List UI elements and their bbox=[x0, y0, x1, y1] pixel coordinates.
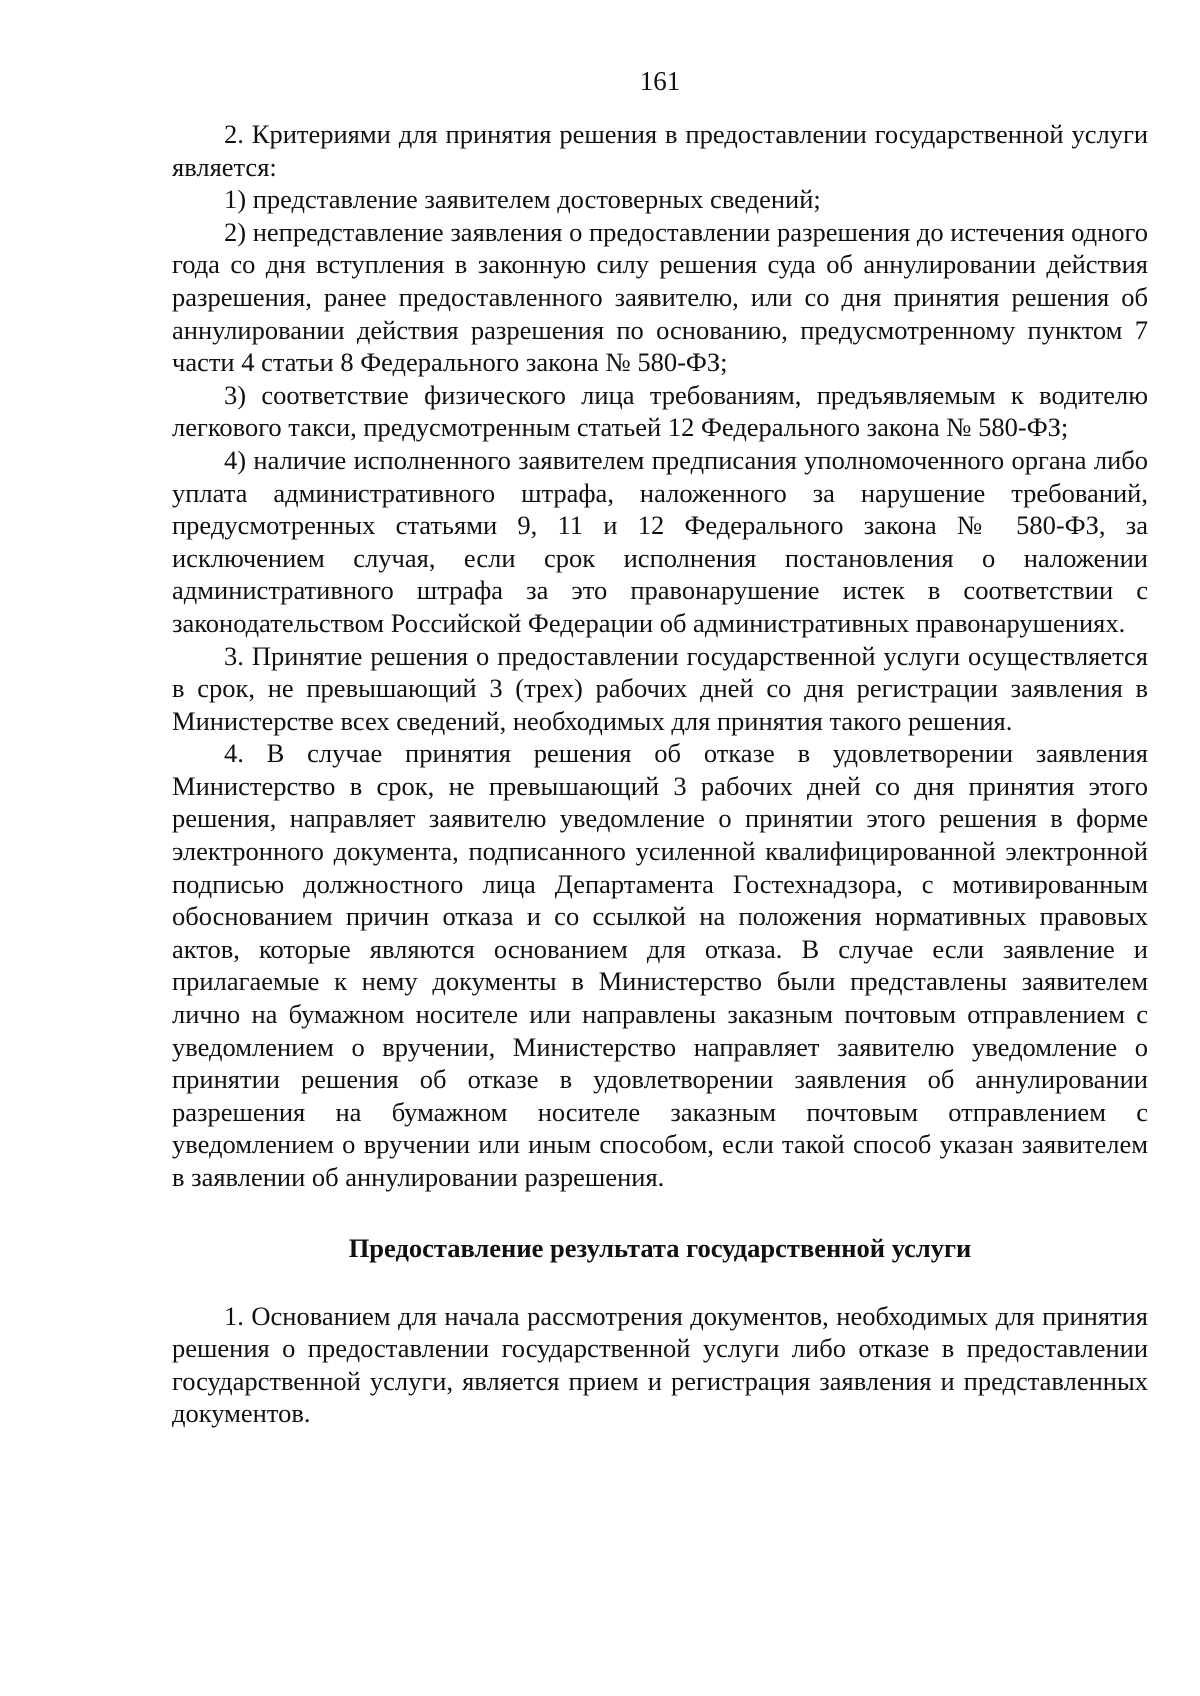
criterion-1-paragraph: 1) представление заявителем достоверных сведений; bbox=[224, 184, 821, 215]
criterion-3-paragraph: 3) соответствие физического лица требованиям, предъявляемым к водителю легкового такси, предусмотренным статьей 12 Федерального закона № 580-ФЗ; bbox=[172, 379, 1148, 443]
document-page bbox=[172, 66, 1148, 1676]
result-basis-paragraph: 1. Основанием для начала рассмотрения документов, необходимых для принятия решения о предоставлении государственной услуги либо отказе в предоставлении государственной услуги, является прием и регистрация заявления и представленных документов. bbox=[172, 1300, 1148, 1429]
criteria-intro-paragraph: 2. Критериями для принятия решения в предоставлении государственной услуги является: bbox=[172, 119, 1148, 182]
page-number: 161 bbox=[639, 66, 681, 96]
criterion-4-paragraph: 4) наличие исполненного заявителем предписания уполномоченного органа либо уплата административного штрафа, наложенного за нарушение требований, предусмотренных статьями 9, 11 и 12 Федерального закона № 580-ФЗ, за исключением случая, если срок исполнения постановления о наложении административного штрафа за это правонарушение истек в соответствии с законодательством Российской Федерации об административных правонарушениях. bbox=[172, 444, 1148, 638]
criterion-2-paragraph: 2) непредставление заявления о предоставлении разрешения до истечения одного года со дня вступления в законную силу решения суда об аннулировании действия разрешения, ранее предоставленного заявителю, или со дня принятия решения об аннулировании действия разрешения по основанию, предусмотренному пунктом 7 части 4 статьи 8 Федерального закона № 580-ФЗ; bbox=[172, 216, 1148, 378]
section-heading: Предоставление результата государственной услуги bbox=[348, 1232, 972, 1263]
refusal-notice-paragraph: 4. В случае принятия решения об отказе в удовлетворении заявления Министерство в срок, не превышающий 3 рабочих дней со дня принятия этого решения, направляет заявителю уведомление о принятии этого решения в форме электронного документа, подписанного усиленной квалифицированной электронной подписью должностного лица Департамента Гостехнадзора, с мотивированным обоснованием причин отказа и со ссылкой на положения нормативных правовых актов, которые являются основанием для отказа. В случае если заявление и прилагаемые к нему документы в Министерство были представлены заявителем лично на бумажном носителе или направлены заказным почтовым отправлением с уведомлением о вручении, Министерство направляет заявителю уведомление о принятии решения об отказе в удовлетворении заявления об аннулировании разрешения на бумажном носителе заказным почтовым отправлением с уведомлением о вручении или иным способом, если такой способ указан заявителем в заявлении об аннулировании разрешения. bbox=[172, 738, 1148, 1192]
decision-term-paragraph: 3. Принятие решения о предоставлении государственной услуги осуществляется в срок, не превышающий 3 (трех) рабочих дней со дня регистрации заявления в Министерстве всех сведений, необходимых для принятия такого решения. bbox=[172, 640, 1148, 736]
